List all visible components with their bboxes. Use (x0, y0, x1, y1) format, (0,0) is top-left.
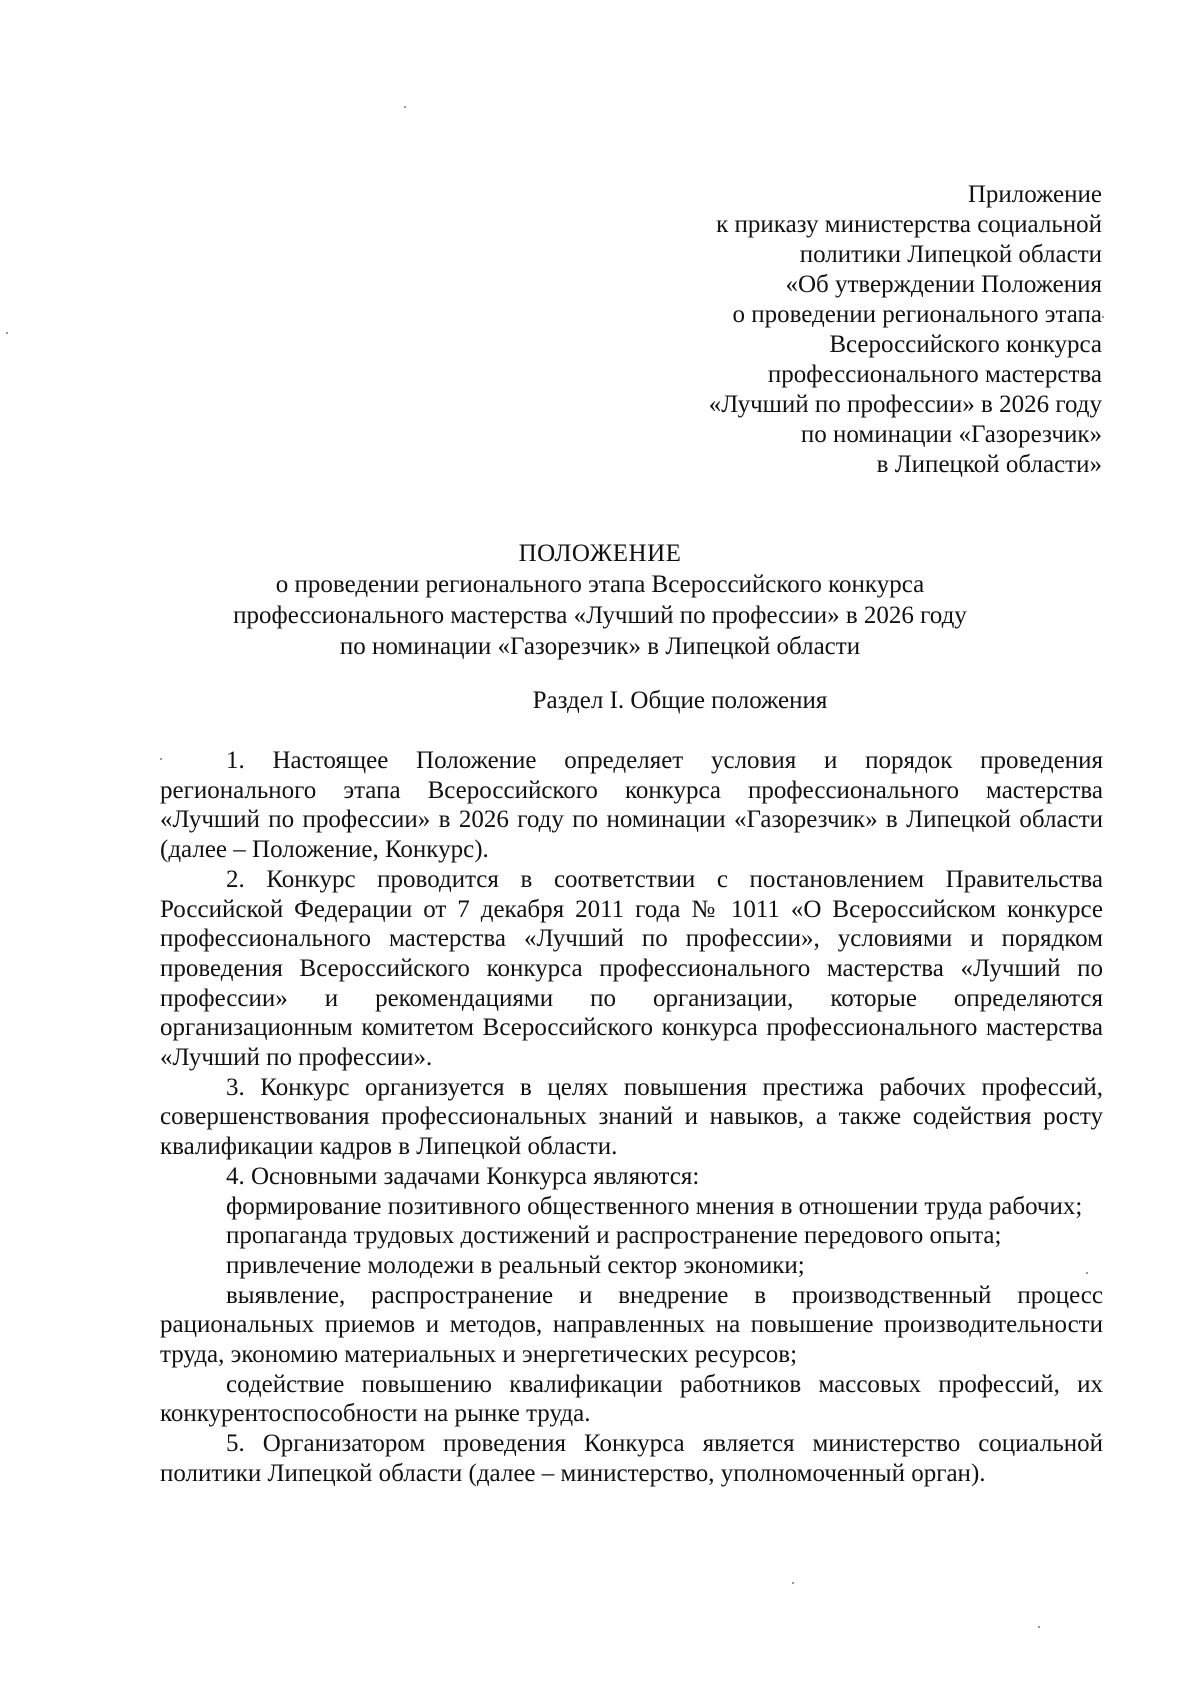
scan-speck (1102, 316, 1104, 318)
document-title: ПОЛОЖЕНИЕ (518, 540, 682, 567)
paragraph: 5. Организатором проведения Конкурса является министерство социальной политики Липецкой области (далее – министерство, уполномоченный орган). (160, 1430, 1103, 1487)
paragraph: пропаганда трудовых достижений и распространение передового опыта; (226, 1222, 1002, 1250)
paragraph: 3. Конкурс организуется в целях повышения престижа рабочих профессий, совершенствования профессиональных знаний и навыков, а также содействия росту квалификации кадров в Липецкой области. (160, 1073, 1103, 1161)
document-subtitle-line: по номинации «Газорезчик» в Липецкой области (339, 633, 861, 660)
appendix-line: в Липецкой области» (876, 451, 1102, 478)
appendix-line: к приказу министерства социальной (716, 211, 1102, 238)
scan-speck (792, 1582, 794, 1584)
scan-speck (1038, 1626, 1040, 1628)
appendix-line: «Об утверждении Положения (785, 271, 1102, 298)
document-title-block (150, 538, 1050, 662)
paragraph: выявление, распространение и внедрение в производственный процесс рациональных приемов и методов, направленных на повышение производительности труда, экономию материальных и энергетических ресурсов; (160, 1281, 1103, 1369)
scan-speck (6, 332, 8, 334)
document-subtitle-line: о проведении регионального этапа Всероссийского конкурса (275, 571, 925, 598)
appendix-line: профессионального мастерства (767, 361, 1102, 388)
appendix-line: Приложение (967, 181, 1102, 208)
appendix-line: «Лучший по профессии» в 2026 году (708, 391, 1102, 418)
paragraph: 2. Конкурс проводится в соответствии с постановлением Правительства Российской Федерации от 7 декабря 2011 года № 1011 «О Всероссийском конкурсе профессионального мастерства «Лучший по профессии», условиями и порядком проведения Всероссийского конкурса профессионального мастерства «Лучший по профессии» и рекомендациями по организации, которые определяются организационным комитетом Всероссийского конкурса профессионального мастерства «Лучший по профессии». (160, 865, 1103, 1072)
appendix-line: политики Липецкой области (799, 241, 1102, 268)
paragraph: формирование позитивного общественного мнения в отношении труда рабочих; (226, 1192, 1083, 1220)
scan-speck (1086, 1272, 1088, 1274)
paragraph: 4. Основными задачами Конкурса являются: (226, 1162, 700, 1190)
paragraph: содействие повышению квалификации работников массовых профессий, их конкурентоспособности на рынке труда. (160, 1370, 1103, 1428)
appendix-line: Всероссийского конкурса (829, 331, 1102, 358)
document-body (160, 746, 1103, 1489)
appendix-line: о проведении регионального этапа (732, 301, 1102, 328)
document-subtitle-line: профессионального мастерства «Лучший по профессии» в 2026 году (233, 602, 967, 629)
scan-speck (404, 106, 406, 108)
paragraph: привлечение молодежи в реальный сектор экономики; (226, 1251, 805, 1279)
scan-speck (160, 758, 162, 760)
appendix-line: по номинации «Газорезчик» (800, 421, 1102, 448)
paragraph: 1. Настоящее Положение определяет условия и порядок проведения регионального этапа Всероссийского конкурса профессионального мастерства «Лучший по профессии» в 2026 году по номинации «Газорезчик» в Липецкой области (далее – Положение, Конкурс). (160, 747, 1103, 864)
appendix-block (542, 180, 1102, 480)
section-heading: Раздел I. Общие положения (532, 687, 828, 714)
